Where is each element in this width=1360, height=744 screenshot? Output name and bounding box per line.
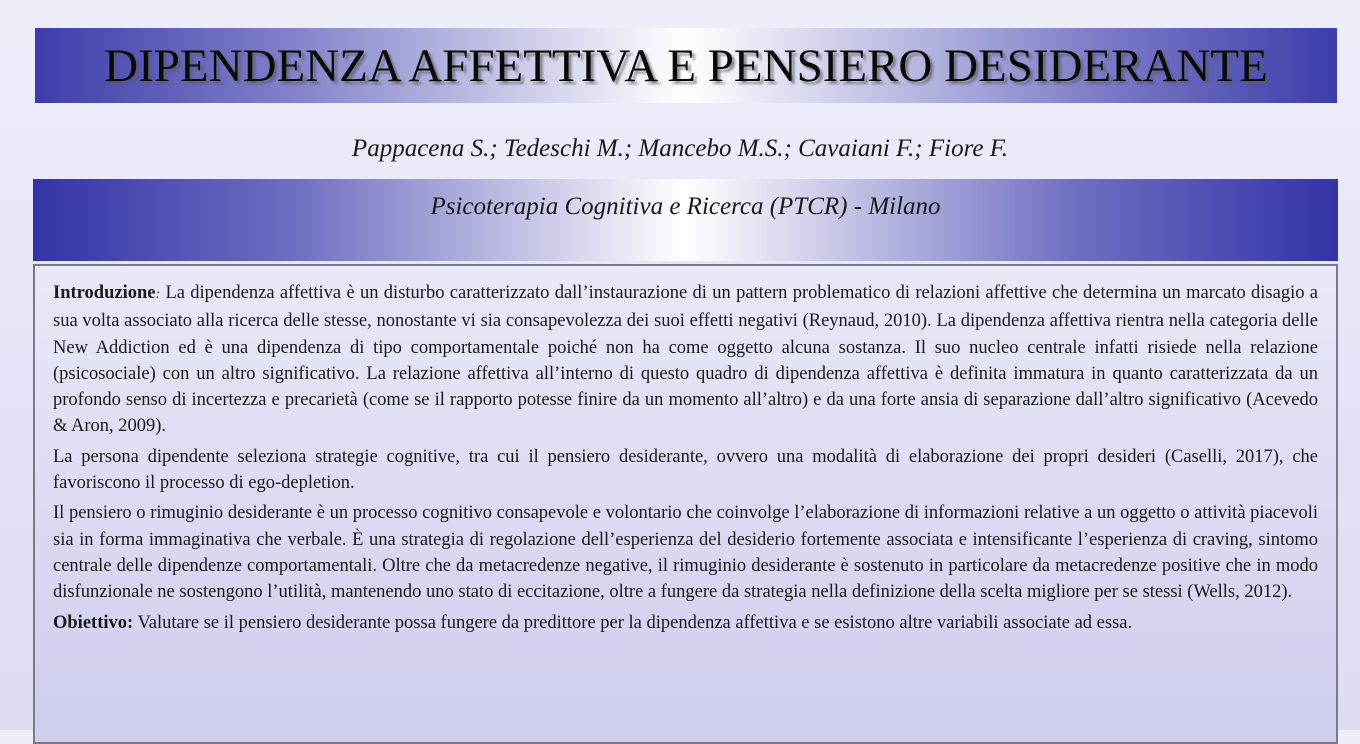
intro-text: La dipendenza affettiva è un disturbo caratterizzato dall’instaurazione di un pattern problematico di relazioni affettive che determina un marcato disagio a sua volta associato alla ricerca delle stesse, nonostante vi sia consapevolezza dei suoi effetti negativi (Reynaud, 2010). La dipendenza affettiva rientra nella categoria delle New Addiction ed è una dipendenza di tipo comportamentale poiché non ha come oggetto alcuna sostanza. Il suo nucleo centrale infatti risiede nella relazione (psicosociale) con un altro significativo. La relazione affettiva all’interno di questo quadro di dipendenza affettiva è definita immatura in quanto caratterizzata da un profondo senso di incertezza e precarietà (come se il rapporto potesse finire da un momento all’altro) e da una forte ansia di separazione dall’altro significativo (Acevedo & Aron, 2009). [53,283,1318,437]
objective-text: Valutare se il pensiero desiderante possa fungere da predittore per la dipendenza affettiva e se esistono altre variabili associate ad essa. [133,612,1133,633]
content-box [33,264,1338,744]
strategies-paragraph: La persona dipendente seleziona strategie cognitive, tra cui il pensiero desiderante, ovvero una modalità di elaborazione dei propri desideri (Caselli, 2017), che favoriscono il processo di ego-depletion. [53,446,1318,494]
objective-paragraph [53,610,1318,636]
objective-label: Obiettivo: [53,612,134,633]
desiring-thought-paragraph: Il pensiero o rimuginio desiderante è un processo cognitivo consapevole e volontario che coinvolge l’elaborazione di informazioni relative a un oggetto o attività piacevoli sia in forma immaginativa che verbale. È una strategia di regolazione dell’esperienza del desiderio fortemente associata e intensificante l’esperienza di craving, sintomo centrale delle dipendenze comportamentali. Oltre che da metacredenze negative, il rimuginio desiderante è sostenuto in particolare da metacredenze positive che in modo disfunzionale ne sostengono l’utilità, mantenendo uno stato di eccitazione, oltre a fungere da strategia nella definizione della scelta migliore per se stessi (Wells, 2012). [53,503,1318,603]
intro-label: Introduzione [53,283,156,303]
intro-separator: : [155,287,161,302]
title-banner [35,28,1337,103]
poster-title: DIPENDENZA AFFETTIVA E PENSIERO DESIDERANTE [104,39,1268,92]
affiliation-text: Psicoterapia Cognitiva e Ricerca (PTCR) - Milano [430,193,941,220]
authors-line: Pappacena S.; Tedeschi M.; Mancebo M.S.; Cavaiani F.; Fiore F. [351,135,1009,162]
intro-paragraph [53,280,1318,440]
affiliation-banner [33,179,1338,261]
